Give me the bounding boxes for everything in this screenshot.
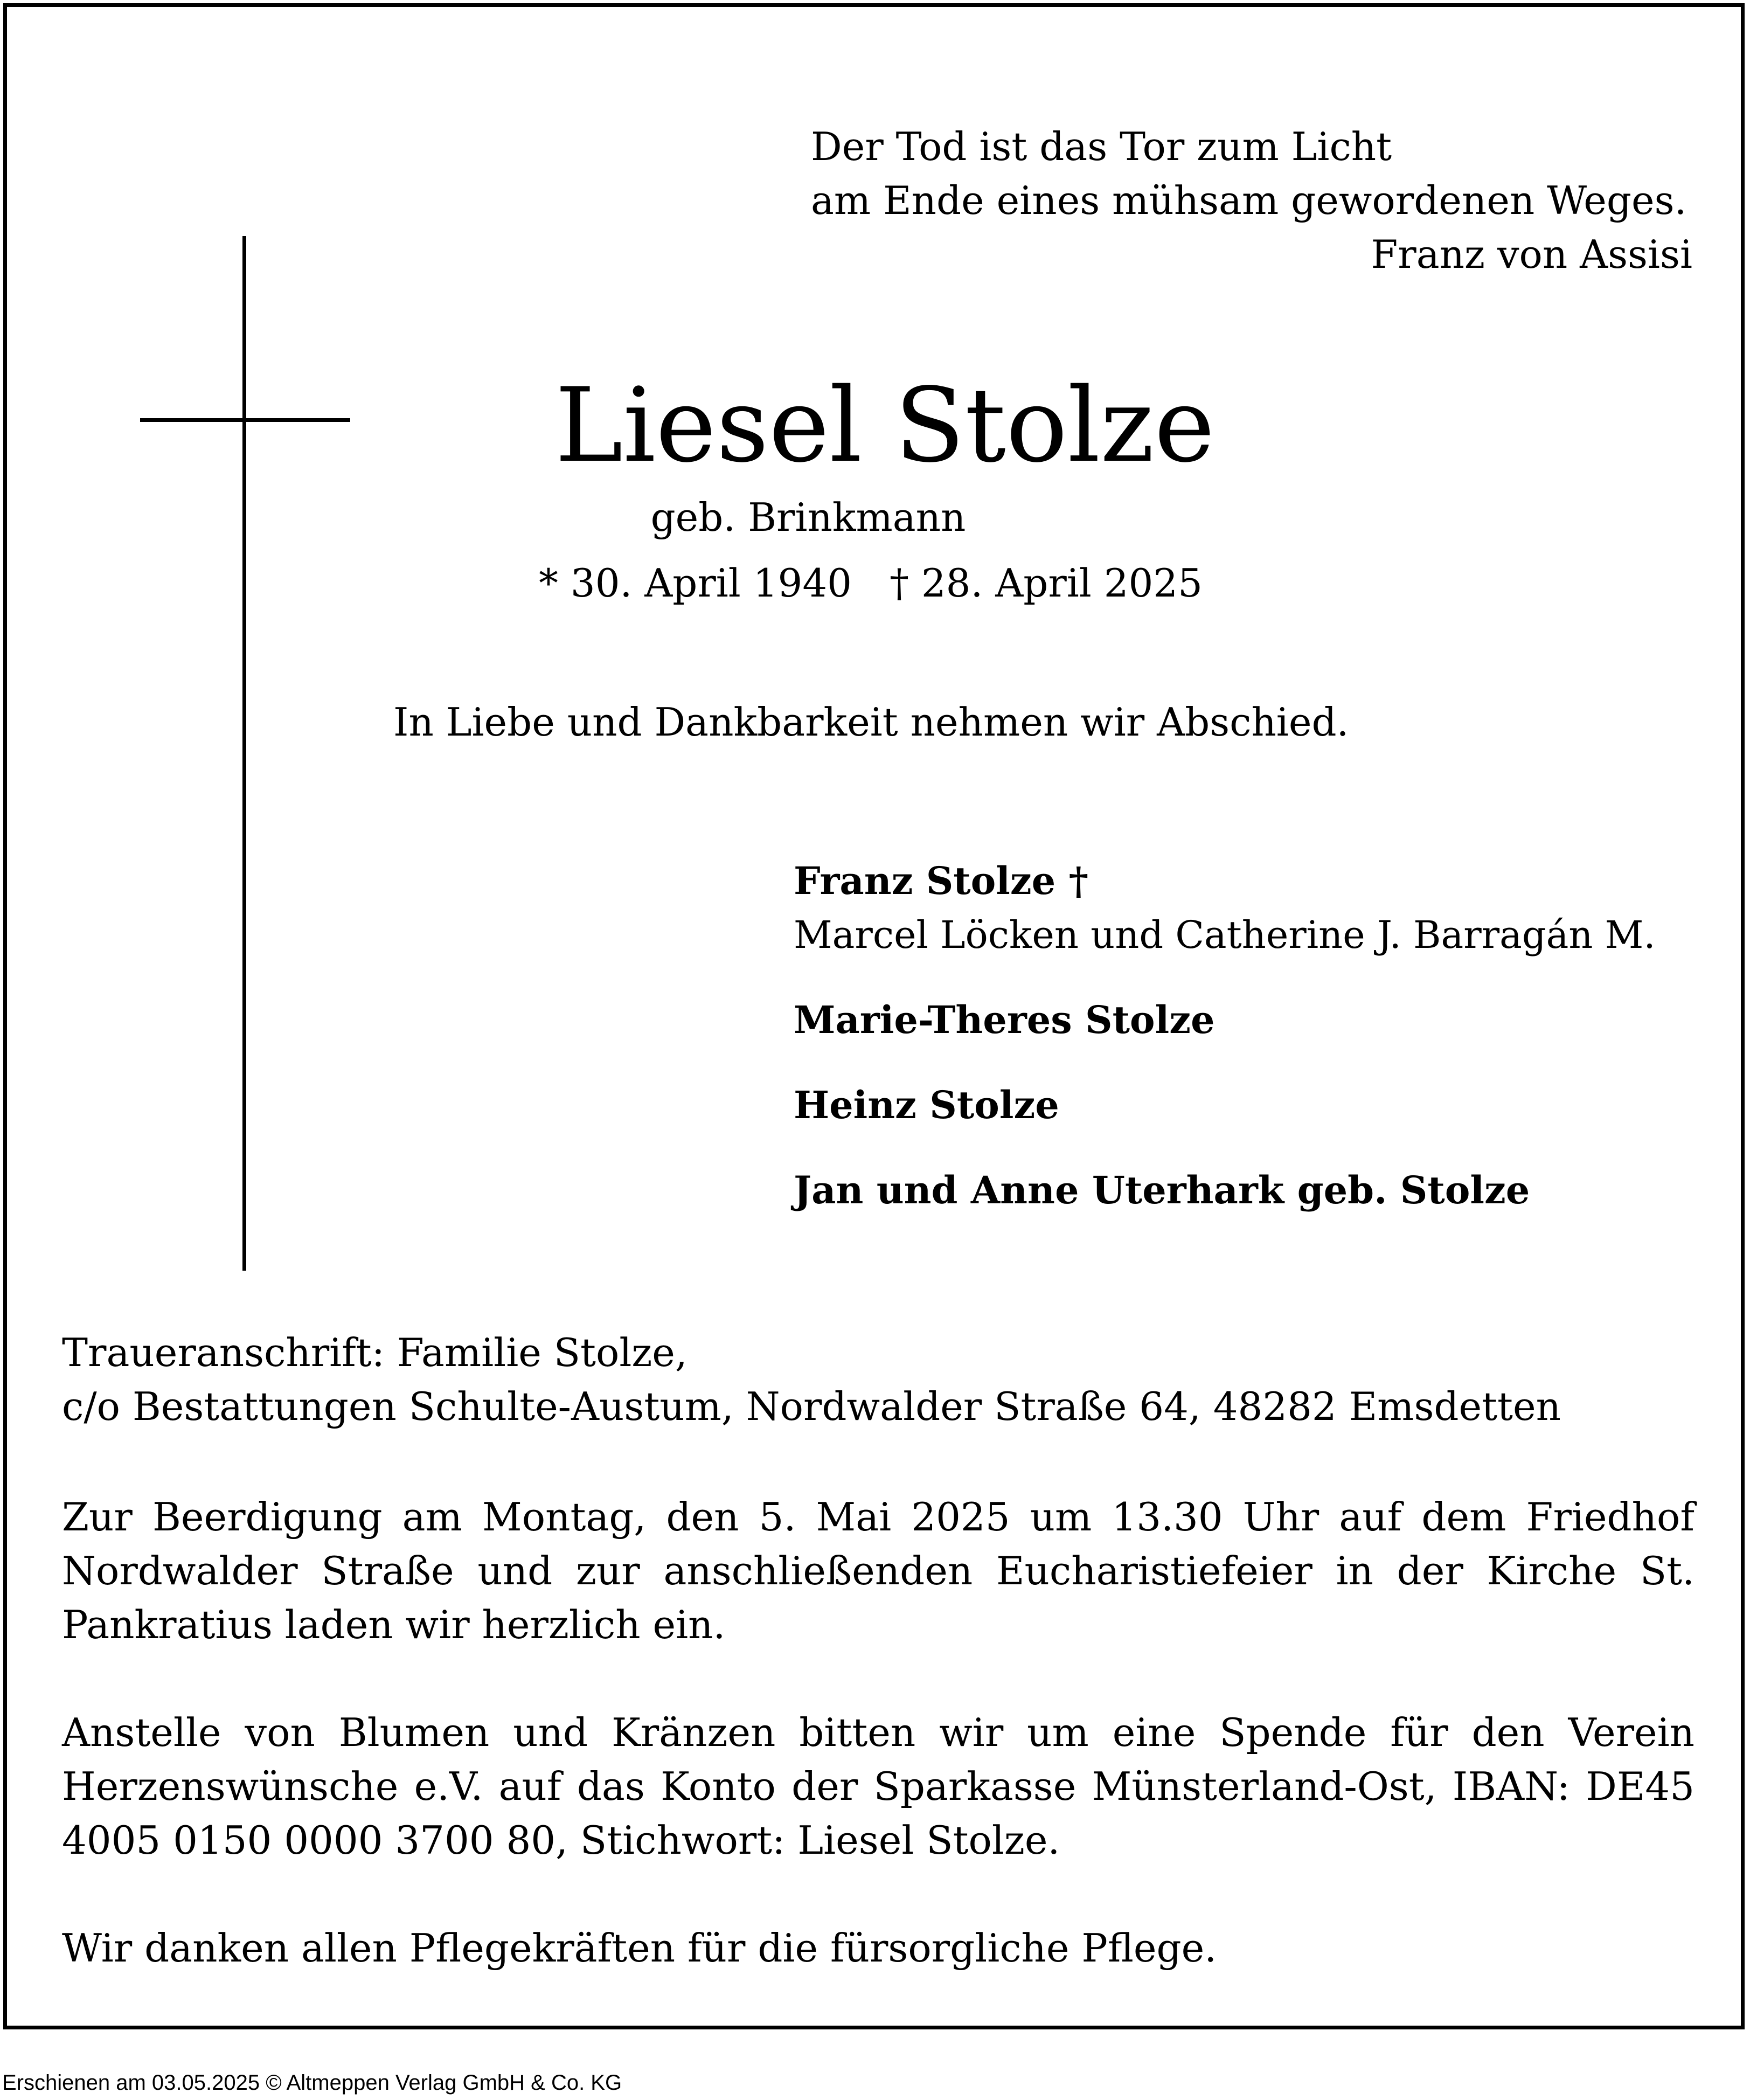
- funeral-notice: Zur Beerdigung am Montag, den 5. Mai 2025 um 13.30 Uhr auf dem Friedhof Nordwalder Straße und zur anschließenden Eucharistiefeier in der Kirche St. Pankratius laden wir herzlich ein.: [62, 1494, 1695, 1647]
- mourning-address: [62, 1326, 1695, 1433]
- motto-line-1: Der Tod ist das Tor zum Licht: [811, 124, 1392, 169]
- mourners-list: [794, 854, 1710, 1217]
- birth-date: * 30. April 1940: [539, 560, 852, 606]
- publication-footer: Erschienen am 03.05.2025 © Altmeppen Verlag GmbH & Co. KG: [2, 2071, 622, 2095]
- life-dates: [539, 556, 1239, 610]
- thanks-note: Wir danken allen Pflegekräften für die fürsorgliche Pflege.: [62, 1925, 1217, 1971]
- mourner-name: Jan und Anne Uterhark geb. Stolze: [794, 1168, 1530, 1212]
- address-line-2: c/o Bestattungen Schulte-Austum, Nordwalder Straße 64, 48282 Emsdetten: [62, 1384, 1561, 1429]
- death-date: † 28. April 2025: [889, 560, 1203, 606]
- maiden-name: geb. Brinkmann: [650, 495, 966, 540]
- mourner-sub: Marcel Löcken und Catherine J. Barragán M.: [794, 913, 1656, 957]
- cross-icon-vertical: [242, 236, 246, 1271]
- mourner-name: Heinz Stolze: [794, 1083, 1059, 1127]
- mourner-name: Marie-Theres Stolze: [794, 997, 1215, 1042]
- motto-author: Franz von Assisi: [1371, 232, 1692, 277]
- cross-icon-horizontal: [140, 418, 350, 422]
- mourner-name: Franz Stolze †: [794, 858, 1089, 903]
- motto-line-2: am Ende eines mühsam gewordenen Weges.: [811, 178, 1687, 223]
- farewell-line: In Liebe und Dankbarkeit nehmen wir Abschied.: [393, 699, 1349, 745]
- motto-quote: [811, 120, 1695, 281]
- donation-notice: Anstelle von Blumen und Kränzen bitten wir um eine Spende für den Verein Herzenswünsche e.V. auf das Konto der Sparkasse Münsterland-Ost, IBAN: DE45 4005 0150 0000 3700 80, Stichwort: Liesel Stolze.: [62, 1710, 1695, 1863]
- deceased-name: Liesel Stolze: [555, 366, 1215, 485]
- address-line-1: Traueranschrift: Familie Stolze,: [62, 1330, 688, 1375]
